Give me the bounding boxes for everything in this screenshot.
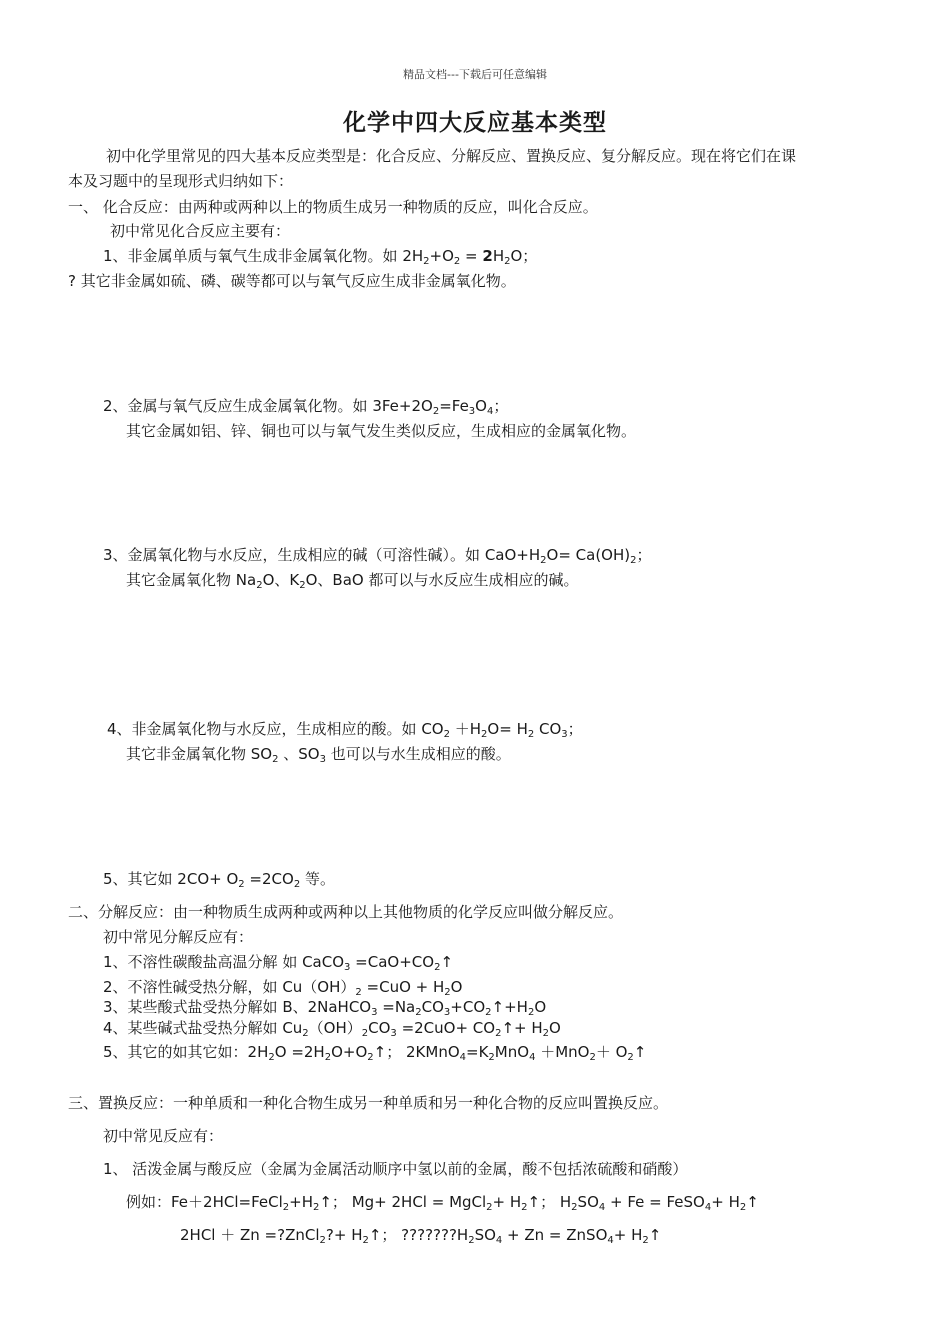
text-line: 一、 化合反应：由两种或两种以上的物质生成另一种物质的反应，叫化合反应。 [68,198,598,216]
text-line: 5、其它的如其它如：$2H_2O$ $=2H_2O+O_2↑$； $2KMnO_4=K_2MnO_4 +MnO_2+$ $O_2↑$ [103,1043,647,1063]
text-line: 1、不溶性碳酸盐高温分解 如 CaCO$_3$ $=CaO+CO_2↑$ [103,953,454,973]
text-line: 3、某些酸式盐受热分解如 B、2NaHCO$_3$ $=Na_2CO_3+CO_2↑+H_2O$ [103,998,547,1018]
text-line: 初中常见化合反应主要有： [110,222,291,240]
text-line: 初中常见反应有： [103,1127,224,1145]
text-line: 初中常见分解反应有： [103,928,254,946]
text-line: 例如：$Fe+2HCl=FeCl_2+H_2↑$； Mg+ 2HCl = MgCl$_2$+ $H_2↑$； $H_2SO_4 + Fe$ = FeSO$_4$+ $H_2↑$ [126,1193,759,1213]
text-line: 2、金属与氧气反应生成金属氧化物。如 $3Fe+2O_2=Fe_3O_4$； [103,397,509,417]
document-title: 化学中四大反应基本类型 [343,110,607,136]
text-line: 其它金属如铝、锌、铜也可以与氧气发生类似反应，生成相应的金属氧化物。 [126,422,637,440]
page-header: 精品文档---下载后可任意编辑 [403,68,547,81]
text-line: 5、其它如 $2CO+ O_2 =2CO_2$ 等。 [103,870,335,890]
text-line: 初中化学里常见的四大基本反应类型是：化合反应、分解反应、置换反应、复分解反应。现在将它们在课 [106,147,797,165]
text-line: ? 其它非金属如硫、磷、碳等都可以与氧气反应生成非金属氧化物。 [68,272,516,290]
text-line: 本及习题中的呈现形式归纳如下： [68,172,294,190]
text-line: 2HCl ＋ Zn =?ZnCl$_2$?+ $H_2↑$； $???????H_2SO_4 + Zn$ = ZnSO$_4$+ $H_2↑$ [180,1226,662,1246]
text-line: 三、置换反应：一种单质和一种化合物生成另一种单质和另一种化合物的反应叫置换反应。 [68,1094,669,1112]
text-line: 2、不溶性碱受热分解，如 $Cu(OH)_2 =CuO + H_2O$ [103,978,463,998]
text-line: 1、 活泼金属与酸反应（金属为金属活动顺序中氢以前的金属，酸不包括浓硫酸和硝酸） [103,1160,688,1178]
text-line: 3、金属氧化物与水反应，生成相应的碱（可溶性碱）。如 $CaO+H_2O= Ca(OH)_2$； [103,546,652,566]
text-line: 4、非金属氧化物与水反应，生成相应的酸。如 $CO_2 +H_2O= H_2$ $CO_3$； [107,720,583,740]
text-line: 其它非金属氧化物 $SO_2$ 、$SO_3$ 也可以与水生成相应的酸。 [126,745,511,765]
text-line: 1、非金属单质与氧气生成非金属氧化物。如 $2H_2+O_2 = 2H_2O$； [103,247,538,267]
text-line: 其它金属氧化物 $Na_2O$、$K_2O$、BaO 都可以与水反应生成相应的碱。 [126,571,579,591]
text-line: 4、某些碱式盐受热分解如 $Cu_2(OH)_2CO_3 =2CuO+$ $CO_2↑+ H_2O$ [103,1019,561,1039]
text-line: 二、分解反应：由一种物质生成两种或两种以上其他物质的化学反应叫做分解反应。 [68,903,624,921]
